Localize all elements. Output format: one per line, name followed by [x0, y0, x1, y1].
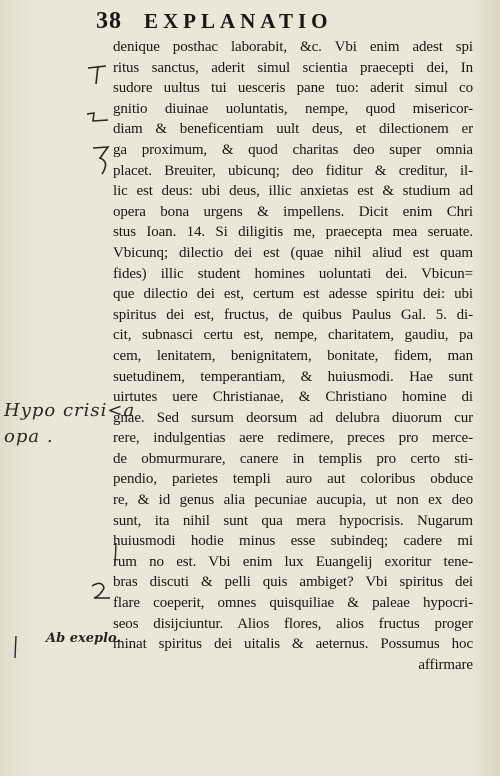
text-line: seos disijciuntur. Alios flores, alios fructus proger: [113, 615, 473, 632]
text-line: suetudinem, temperantiam, & huiusmodi. Hae sunt: [113, 368, 473, 385]
text-line: lic est deus: ubi deus, illic anxietas est & studium ad: [113, 183, 473, 200]
text-line: bras discuti & pelli quis ambiget? Vbi spiritus dei: [113, 574, 473, 591]
margin-mark-icon: [110, 541, 122, 567]
text-line: ritus sanctus, aderit simul scientia praecepti dei, In: [113, 59, 473, 76]
text-line: diam & beneficentiam uult deus, et dilectionem er: [113, 121, 473, 138]
text-line: rum no est. Vbi enim lux Euangelij exoritur tene-: [113, 553, 473, 570]
page-header: [96, 8, 332, 38]
text-line: uirtutes uere Christianae, & Christiano homine di: [113, 389, 473, 406]
margin-mark-icon: [8, 632, 22, 662]
text-line: de obmurmurare, canere in templis pro certo sti-: [113, 450, 473, 467]
text-line: re, & id genus alia pecuniae aucupia, ut non ex deo: [113, 492, 473, 509]
handwritten-note: Hypo crisi<a: [4, 400, 136, 421]
text-line: opera bona urgens & impellens. Dicit enim Chri: [113, 203, 473, 220]
handwritten-note: opa .: [4, 426, 54, 447]
text-line: fides) illic student homines uoluntati dei. Vbicun=: [113, 265, 473, 282]
text-line: stus Ioan. 14. Si diligitis me, praecepta mea seruate.: [113, 224, 473, 241]
text-line: pendio, parietes templi auro aut coloribus obduce: [113, 471, 473, 488]
text-line: cit, subnasci certu est, nempe, charitatem, gaudiu, pa: [113, 327, 473, 344]
text-line: Vbicunq; dilectio dei est (quae nihil aliud est quam: [113, 244, 473, 261]
text-line: huiusmodi hodie minus esse subindeq; cadere mi: [113, 533, 473, 550]
text-line: denique posthac laborabit, &c. Vbi enim adest spi: [113, 39, 473, 55]
catchword: affirmare: [418, 656, 473, 673]
text-line: ga proximum, & quod charitas deo super omnia: [113, 141, 473, 158]
text-line: que dilectio dei est, certum est adesse spiritu dei: ubi: [113, 286, 473, 303]
text-line: sudore uultus tui uesceris pane tuo: aderit simul co: [113, 80, 473, 97]
printed-side-note: Ab exeplo.: [46, 631, 121, 646]
running-title: EXPLANATIO: [144, 9, 333, 33]
text-line: sunt, ita nihil sunt qua mera hypocrisis. Nugarum: [113, 512, 473, 529]
margin-mark-icon: [88, 142, 114, 178]
text-line: gnitio diuinae uoluntatis, nempe, quod misericor-: [113, 100, 473, 117]
text-line: spiritus dei est, fructus, de quibus Paulus Gal. 5. di-: [113, 306, 473, 323]
text-line: cem, lenitatem, benignitatem, bonitate, fidem, man: [113, 347, 473, 364]
margin-mark-icon: [84, 60, 112, 88]
body-text: [113, 37, 473, 675]
page-number: 38: [96, 8, 122, 34]
text-line: rere, indulgentias aere redimere, preces pro merce-: [113, 430, 473, 447]
text-line: flare coeperit, omnes quisquiliae & paleae hypocri-: [113, 595, 473, 612]
text-line: minat spiritus dei uitalis & aeternus. Possumus hoc: [113, 636, 473, 653]
text-line: placet. Breuiter, ubicunq; deo fiditur & creditur, il-: [113, 162, 473, 179]
text-line: gnae. Sed sursum deorsum ad delubra diuorum cur: [113, 409, 473, 426]
margin-mark-icon: [84, 108, 112, 128]
margin-mark-icon: [88, 580, 114, 604]
